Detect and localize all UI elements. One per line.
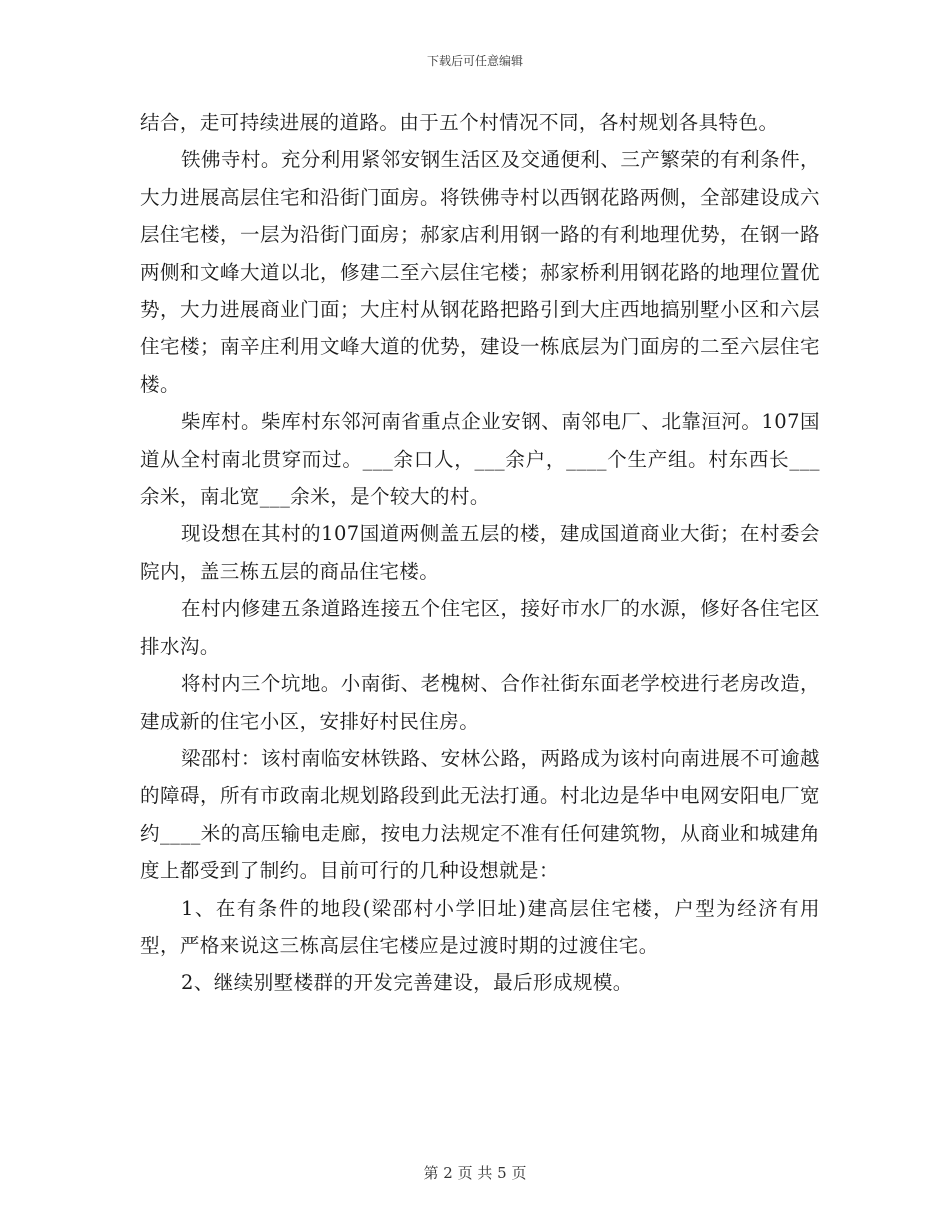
paragraph-chaiku-village: 柴库村。柴库村东邻河南省重点企业安钢、南邻电厂、北靠洹河。107国道从全村南北贯穿而过。___余口人，___余户，____个生产组。村东西长___余米，南北宽___余米，是个较大的村。	[140, 410, 820, 509]
paragraph-highway-plan: 现设想在其村的107国道两侧盖五层的楼，建成国道商业大街；在村委会院内，盖三栋五层的商品住宅楼。	[140, 522, 820, 583]
paragraph-item-1: 1、在有条件的地段(梁邵村小学旧址)建高层住宅楼，户型为经济有用型，严格来说这三栋高层住宅楼应是过渡时期的过渡住宅。	[140, 896, 820, 957]
document-body	[140, 104, 820, 1002]
paragraph-renovation-plan: 将村内三个坑地。小南街、老槐树、合作社街东面老学校进行老房改造，建成新的住宅小区，安排好村民住房。	[140, 672, 820, 733]
paragraph-continuation: 结合，走可持续进展的道路。由于五个村情况不同，各村规划各具特色。	[140, 111, 779, 134]
page-header: 下载后可任意编辑	[426, 54, 523, 68]
paragraph-item-2: 2、继续别墅楼群的开发完善建设，最后形成规模。	[181, 971, 633, 995]
paragraph-roads-plan: 在村内修建五条道路连接五个住宅区，接好市水厂的水源，修好各住宅区排水沟。	[140, 597, 820, 658]
paragraph-liangshao-village: 梁邵村：该村南临安林铁路、安林公路，两路成为该村向南进展不可逾越的障碍，所有市政南北规划路段到此无法打通。村北边是华中电网安阳电厂宽约____米的高压输电走廊，按电力法规定不准有任何建筑物，从商业和城建角度上都受到了制约。目前可行的几种设想就是：	[140, 746, 820, 883]
paragraph-tiefosi-village: 铁佛寺村。充分利用紧邻安钢生活区及交通便利、三产繁荣的有利条件，大力进展高层住宅和沿街门面房。将铁佛寺村以西钢花路两侧，全部建设成六层住宅楼，一层为沿街门面房；郝家店利用钢一路的有利地理优势，在钢一路两侧和文峰大道以北，修建二至六层住宅楼；郝家桥利用钢花路的地理位置优势，大力进展商业门面；大庄村从钢花路把路引到大庄西地搞别墅小区和六层住宅楼；南辛庄利用文峰大道的优势，建设一栋底层为门面房的二至六层住宅楼。	[140, 148, 820, 396]
page-number-footer: 第 2 页 共 5 页	[423, 1164, 527, 1182]
